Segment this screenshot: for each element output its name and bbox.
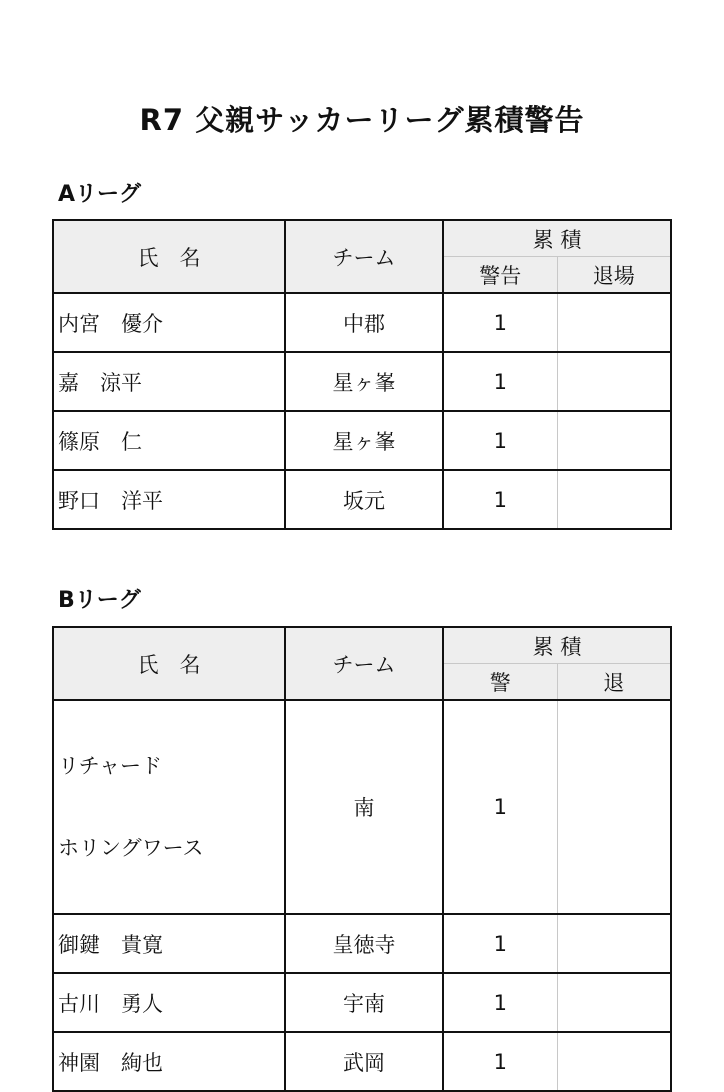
warning-count: 1: [443, 1032, 557, 1091]
player-name: 篠原 仁: [53, 411, 285, 470]
team-name: 武岡: [285, 1032, 443, 1091]
league-b-table: [52, 626, 672, 1092]
header-warning: 警告: [443, 257, 557, 294]
header-exit: 退: [557, 664, 671, 701]
header-cumulative: 累 積: [443, 220, 671, 257]
header-warning: 警: [443, 664, 557, 701]
warning-count: 1: [443, 352, 557, 411]
team-name: 南: [285, 700, 443, 914]
header-team: チーム: [285, 627, 443, 700]
warning-count: 1: [443, 293, 557, 352]
table-row: [53, 470, 671, 529]
table-row: [53, 973, 671, 1032]
player-name: 内宮 優介: [53, 293, 285, 352]
team-name: 坂元: [285, 470, 443, 529]
header-exit: 退場: [557, 257, 671, 294]
table-row: [53, 914, 671, 973]
table-row: [53, 1032, 671, 1091]
header-name: 氏 名: [53, 220, 285, 293]
exit-count: [557, 700, 671, 914]
player-name-line-2: ホリングワース: [58, 836, 204, 860]
team-name: 宇南: [285, 973, 443, 1032]
exit-count: [557, 293, 671, 352]
table-row: [53, 411, 671, 470]
warning-count: 1: [443, 700, 557, 914]
player-name: 御鍵 貴寛: [53, 914, 285, 973]
table-row: [53, 293, 671, 352]
warning-count: 1: [443, 914, 557, 973]
player-name: [53, 700, 285, 914]
player-name: 嘉 涼平: [53, 352, 285, 411]
team-name: 星ヶ峯: [285, 352, 443, 411]
table-row: [53, 352, 671, 411]
team-name: 皇徳寺: [285, 914, 443, 973]
header-cumulative: 累 積: [443, 627, 671, 664]
exit-count: [557, 1032, 671, 1091]
league-b-heading: Bリーグ: [58, 588, 141, 613]
team-name: 星ヶ峯: [285, 411, 443, 470]
player-name: 古川 勇人: [53, 973, 285, 1032]
table-row: [53, 700, 671, 914]
team-name: 中郡: [285, 293, 443, 352]
player-name: 神園 絢也: [53, 1032, 285, 1091]
warning-count: 1: [443, 973, 557, 1032]
player-name: 野口 洋平: [53, 470, 285, 529]
warning-count: 1: [443, 411, 557, 470]
exit-count: [557, 411, 671, 470]
player-name-line-1: リチャード: [58, 754, 162, 778]
page-title: R7 父親サッカーリーグ累積警告: [139, 103, 585, 137]
warning-count: 1: [443, 470, 557, 529]
exit-count: [557, 352, 671, 411]
exit-count: [557, 973, 671, 1032]
header-team: チーム: [285, 220, 443, 293]
exit-count: [557, 470, 671, 529]
league-a-heading: Aリーグ: [58, 182, 142, 207]
exit-count: [557, 914, 671, 973]
league-a-table: [52, 219, 672, 530]
header-name: 氏 名: [53, 627, 285, 700]
